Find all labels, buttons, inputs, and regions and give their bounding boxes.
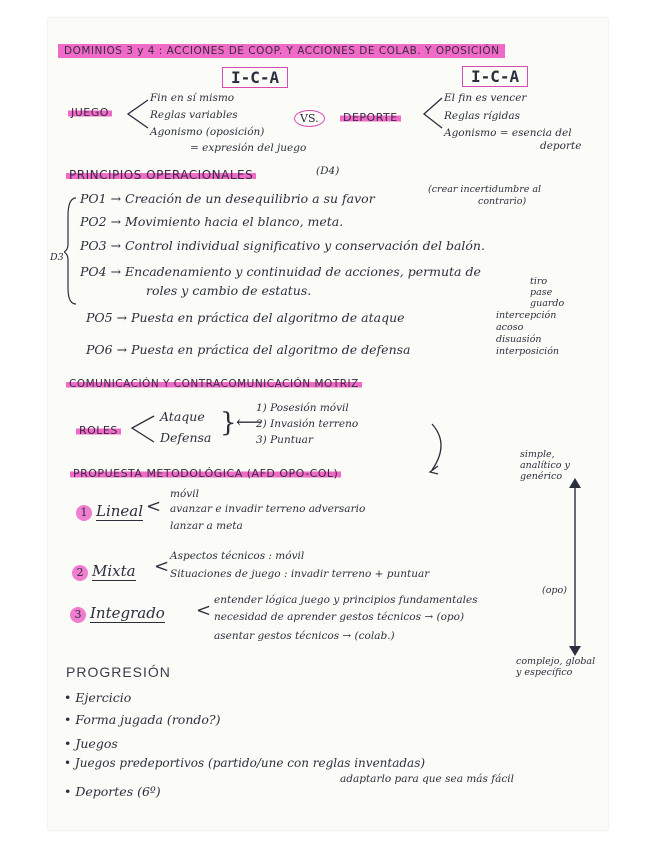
deporte-branch-icon bbox=[420, 94, 444, 136]
model-name: Mixta bbox=[92, 562, 136, 580]
brace-icon: < bbox=[146, 496, 162, 517]
po-row bbox=[80, 191, 375, 206]
po-text: → Puesta en práctica del algoritmo de ataque bbox=[116, 310, 405, 325]
scale-bottom-label: complejo, global y específico bbox=[516, 656, 596, 678]
number-badge: 1 bbox=[76, 505, 92, 521]
po-option: intercepción bbox=[496, 310, 557, 321]
comunicacion-title: COMUNICACIÓN Y CONTRACOMUNICACIÓN MOTRIZ bbox=[66, 378, 362, 390]
deporte-item: Reglas rígidas bbox=[444, 110, 521, 122]
po-note: contrario) bbox=[478, 196, 527, 207]
role-item: Ataque bbox=[160, 409, 205, 424]
po-text: → Encadenamiento y continuidad de acciones, permuta de bbox=[110, 264, 481, 279]
number-badge: 3 bbox=[70, 607, 86, 623]
juego-item: = expresión del juego bbox=[190, 142, 307, 154]
progresion-title: PROGRESIÓN bbox=[66, 664, 171, 680]
progresion-item: • Juegos bbox=[64, 736, 118, 751]
brace-icon: < bbox=[154, 556, 170, 577]
po-option: disuasión bbox=[496, 334, 542, 345]
model-name: Lineal bbox=[96, 502, 144, 520]
model-item: necesidad de aprender gestos técnicos → (opo) bbox=[214, 611, 465, 623]
vs-badge: VS. bbox=[294, 110, 325, 127]
progresion-item-cont: adaptarlo para que sea más fácil bbox=[340, 773, 514, 785]
po-option: pase bbox=[530, 287, 553, 298]
deporte-label: DEPORTE bbox=[340, 111, 401, 124]
progresion-item: • Deportes (6º) bbox=[64, 784, 161, 799]
juego-branch-icon bbox=[124, 96, 150, 138]
po-row bbox=[86, 310, 405, 325]
deporte-item: Agonismo = esencia del bbox=[444, 127, 572, 139]
model-lineal bbox=[76, 502, 143, 521]
po-code: PO4 bbox=[80, 264, 107, 279]
po-option: acoso bbox=[496, 322, 524, 333]
roles-brace-icon: } bbox=[220, 408, 237, 438]
progresion-item: • Ejercicio bbox=[64, 690, 132, 705]
po-note: (crear incertidumbre al bbox=[428, 184, 542, 195]
deporte-item: deporte bbox=[540, 140, 582, 152]
po-code: PO3 bbox=[80, 238, 107, 253]
po-text: → Control individual significativo y conservación del balón. bbox=[110, 238, 485, 253]
po-row bbox=[80, 238, 485, 253]
po-option: interposición bbox=[496, 346, 560, 357]
model-mixta bbox=[72, 562, 136, 581]
ica-box-left: I-C-A bbox=[222, 67, 288, 88]
model-item: avanzar e invadir terreno adversario bbox=[170, 503, 366, 515]
model-item: entender lógica juego y principios fundamentales bbox=[214, 594, 478, 606]
arrow-left-icon: ⟵ bbox=[236, 412, 262, 433]
po-code: PO6 bbox=[86, 342, 113, 357]
po-row bbox=[80, 264, 481, 279]
model-name: Integrado bbox=[90, 604, 165, 622]
principios-tag: (D4) bbox=[316, 165, 340, 177]
po-text: → Puesta en práctica del algoritmo de defensa bbox=[116, 342, 411, 357]
juego-item: Fin en sí mismo bbox=[150, 92, 235, 104]
juego-item: Agonismo (oposición) bbox=[150, 126, 265, 138]
roles-branch-icon bbox=[128, 412, 156, 446]
model-item: asentar gestos técnicos → (colab.) bbox=[214, 630, 395, 642]
po-text: → Movimiento hacia el blanco, meta. bbox=[110, 214, 344, 229]
model-item: lanzar a meta bbox=[170, 520, 243, 532]
brace-icon: < bbox=[196, 600, 212, 621]
po-code: PO5 bbox=[86, 310, 113, 325]
deporte-item: El fin es vencer bbox=[444, 92, 527, 104]
model-integrado bbox=[70, 604, 165, 623]
propuesta-title: PROPUESTA METODOLÓGICA (AFD OPO-COL) bbox=[70, 467, 341, 480]
model-item: Aspectos técnicos : móvil bbox=[170, 550, 305, 562]
role-action: 1) Posesión móvil bbox=[256, 402, 349, 414]
curved-arrow-icon bbox=[418, 420, 458, 480]
model-item: Situaciones de juego : invadir terreno + puntuar bbox=[170, 568, 430, 580]
model-item: móvil bbox=[170, 488, 199, 500]
role-action: 2) Invasión terreno bbox=[256, 418, 359, 430]
juego-item: Reglas variables bbox=[150, 109, 238, 121]
po-code: PO2 bbox=[80, 214, 107, 229]
number-badge: 2 bbox=[72, 565, 88, 581]
po-row bbox=[86, 342, 411, 357]
role-item: Defensa bbox=[160, 430, 212, 445]
role-action: 3) Puntuar bbox=[256, 434, 313, 446]
d3-bracket-icon bbox=[64, 196, 78, 306]
page-title: DOMINIOS 3 y 4 : ACCIONES DE COOP. Y ACCIONES DE COLAB. Y OPOSICIÓN bbox=[58, 44, 505, 58]
po-text-cont: roles y cambio de estatus. bbox=[146, 283, 312, 298]
roles-label: ROLES bbox=[76, 424, 121, 437]
d3-bracket-label: D3 bbox=[50, 252, 64, 263]
po-code: PO1 bbox=[80, 191, 107, 206]
po-option: tiro bbox=[530, 276, 548, 287]
juego-label: JUEGO bbox=[68, 106, 112, 119]
ica-box-right: I-C-A bbox=[462, 66, 528, 87]
po-text: → Creación de un desequilibrio a su favor bbox=[110, 191, 375, 206]
scale-double-arrow-icon bbox=[566, 476, 584, 658]
po-row bbox=[80, 214, 343, 229]
progresion-item: • Juegos predeportivos (partido/une con reglas inventadas) bbox=[64, 756, 426, 770]
progresion-item: • Forma jugada (rondo?) bbox=[64, 712, 221, 727]
po-option: guardo bbox=[530, 298, 565, 309]
scale-top-label: simple, analítico y genérico bbox=[520, 449, 570, 482]
model-note: (opo) bbox=[542, 585, 567, 596]
principios-title: PRINCIPIOS OPERACIONALES bbox=[66, 168, 256, 182]
